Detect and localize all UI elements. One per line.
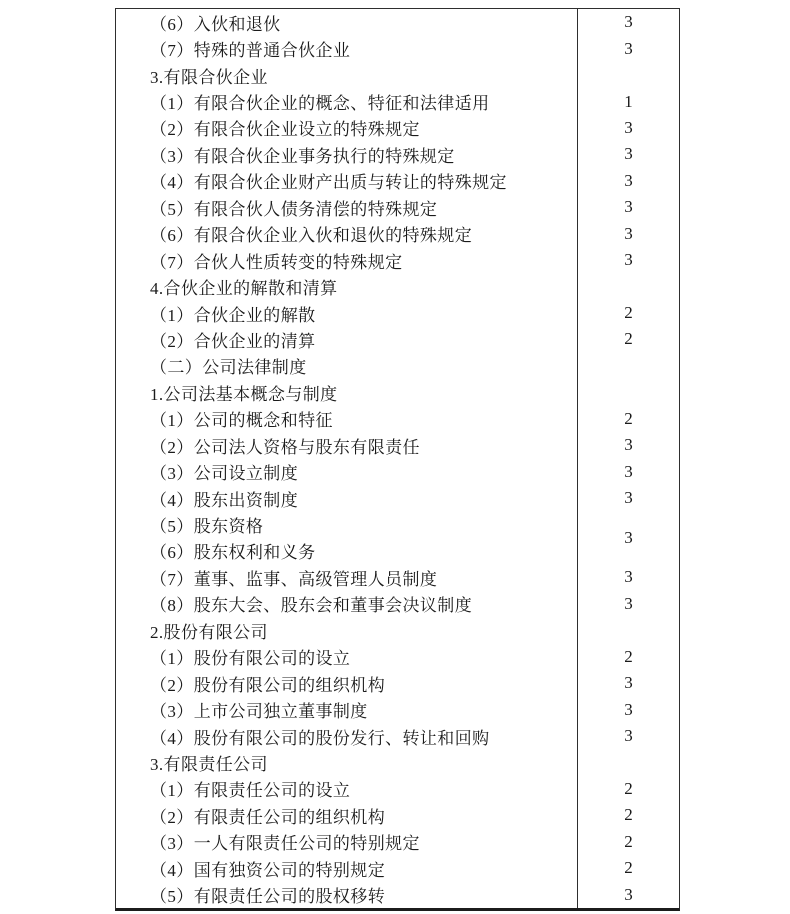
- table-row: [116, 168, 679, 194]
- level-cell: 3: [577, 723, 679, 749]
- table-row: [116, 617, 679, 643]
- table-row: [116, 35, 679, 61]
- topic-text: （6）股东权利和义务: [150, 543, 316, 563]
- table-rows: [116, 9, 679, 908]
- level-cell: 2: [577, 644, 679, 670]
- topic-cell: （3）上市公司独立董事制度: [150, 702, 368, 722]
- table-row: [116, 511, 679, 564]
- topic-cell: （4）股份有限公司的股份发行、转让和回购: [150, 728, 490, 748]
- level-cell: 3: [577, 247, 679, 273]
- level-cell: [577, 749, 679, 775]
- table-row: [116, 829, 679, 855]
- topic-cell: （7）合伙人性质转变的特殊规定: [150, 252, 403, 272]
- topic-cell: （4）国有独资公司的特别规定: [150, 860, 386, 880]
- table-row: [116, 326, 679, 352]
- level-cell: 3: [577, 9, 679, 35]
- table-row: [116, 696, 679, 722]
- topic-cell: 2.股份有限公司: [150, 622, 268, 642]
- level-cell: [577, 62, 679, 88]
- topic-cell: （4）有限合伙企业财产出质与转让的特殊规定: [150, 173, 507, 193]
- topic-cell: （5）有限责任公司的股权移转: [150, 887, 386, 907]
- level-cell: 3: [577, 141, 679, 167]
- level-cell: 3: [577, 432, 679, 458]
- topic-cell: （5）有限合伙人债务清偿的特殊规定: [150, 199, 438, 219]
- level-cell: 2: [577, 802, 679, 828]
- topic-cell: （1）公司的概念和特征: [150, 411, 333, 431]
- level-cell: 3: [577, 115, 679, 141]
- topic-cell: （4）股东出资制度: [150, 490, 299, 510]
- level-cell: [577, 379, 679, 405]
- table-row: [116, 379, 679, 405]
- level-cell: 2: [577, 300, 679, 326]
- topic-cell: （8）股东大会、股东会和董事会决议制度: [150, 596, 473, 616]
- topic-cell: （7）董事、监事、高级管理人员制度: [150, 569, 438, 589]
- level-cell: 3: [577, 485, 679, 511]
- topic-cell: （6）入伙和退伙: [150, 14, 281, 34]
- level-cell: 3: [577, 881, 679, 907]
- topic-cell: （3）公司设立制度: [150, 464, 299, 484]
- level-cell: 2: [577, 855, 679, 881]
- topic-cell: （2）合伙企业的清算: [150, 331, 316, 351]
- level-cell: 3: [577, 564, 679, 590]
- table-row: [116, 485, 679, 511]
- topic-cell: 1.公司法基本概念与制度: [150, 384, 338, 404]
- level-cell: 3: [577, 591, 679, 617]
- level-cell: 1: [577, 88, 679, 114]
- table-row: [116, 564, 679, 590]
- table-row: [116, 644, 679, 670]
- level-cell: [577, 273, 679, 299]
- table-row: [116, 221, 679, 247]
- table-row: [116, 802, 679, 828]
- table-row: [116, 591, 679, 617]
- table-row: [116, 247, 679, 273]
- level-cell: 3: [577, 696, 679, 722]
- topic-cell: （2）公司法人资格与股东有限责任: [150, 437, 420, 457]
- table-row: [116, 300, 679, 326]
- table-row: [116, 723, 679, 749]
- topic-text: （5）股东资格: [150, 517, 264, 537]
- syllabus-table: [115, 8, 680, 911]
- table-row: [116, 776, 679, 802]
- table-row: [116, 353, 679, 379]
- level-cell: 3: [577, 168, 679, 194]
- level-cell: 2: [577, 829, 679, 855]
- topic-cell: （1）有限责任公司的设立: [150, 781, 351, 801]
- table-row: [116, 62, 679, 88]
- level-cell: [577, 617, 679, 643]
- table-row: [116, 881, 679, 907]
- level-cell: 2: [577, 406, 679, 432]
- topic-cell: （1）股份有限公司的设立: [150, 649, 351, 669]
- table-row: [116, 406, 679, 432]
- level-cell: 3: [577, 458, 679, 484]
- table-row: [116, 855, 679, 881]
- table-row: [116, 88, 679, 114]
- level-cell: [577, 353, 679, 379]
- topic-cell: 3.有限合伙企业: [150, 67, 268, 87]
- topic-cell: （1）合伙企业的解散: [150, 305, 316, 325]
- topic-cell: （2）股份有限公司的组织机构: [150, 675, 386, 695]
- table-row: [116, 141, 679, 167]
- table-row: [116, 432, 679, 458]
- topic-cell: （3）有限合伙企业事务执行的特殊规定: [150, 146, 455, 166]
- topic-cell: （1）有限合伙企业的概念、特征和法律适用: [150, 94, 490, 114]
- topic-cell: （二）公司法律制度: [150, 358, 307, 378]
- table-row: [116, 273, 679, 299]
- topic-cell: （7）特殊的普通合伙企业: [150, 41, 351, 61]
- topic-cell: （2）有限合伙企业设立的特殊规定: [150, 120, 420, 140]
- topic-cell: [116, 511, 577, 564]
- topic-cell: 4.合伙企业的解散和清算: [150, 279, 338, 299]
- level-cell: 2: [577, 776, 679, 802]
- level-cell: 3: [577, 670, 679, 696]
- topic-cell: （3）一人有限责任公司的特别规定: [150, 834, 420, 854]
- level-cell: 3: [577, 35, 679, 61]
- level-cell: 2: [577, 326, 679, 352]
- table-row: [116, 9, 679, 35]
- table-row: [116, 749, 679, 775]
- table-row: [116, 670, 679, 696]
- topic-cell: （6）有限合伙企业入伙和退伙的特殊规定: [150, 226, 473, 246]
- topic-cell: 3.有限责任公司: [150, 754, 268, 774]
- table-row: [116, 115, 679, 141]
- table-row: [116, 458, 679, 484]
- topic-cell: （2）有限责任公司的组织机构: [150, 807, 386, 827]
- level-cell: 3: [577, 221, 679, 247]
- level-cell: 3: [577, 194, 679, 220]
- level-cell: 3: [577, 511, 679, 564]
- table-row: [116, 194, 679, 220]
